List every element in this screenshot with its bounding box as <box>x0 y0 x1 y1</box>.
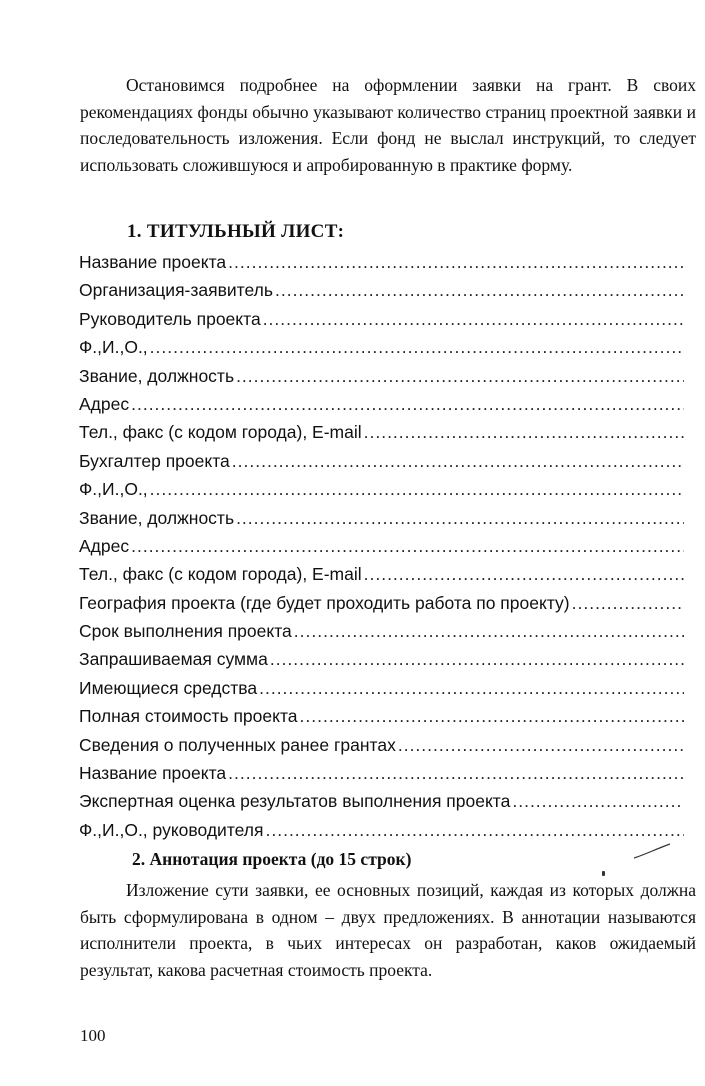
title-page-form-list <box>79 252 684 848</box>
form-field-row <box>79 366 684 394</box>
dotted-leader <box>150 337 684 358</box>
form-field-label: Тел., факс (с кодом города), E-mail <box>79 564 362 585</box>
form-field-label: Организация-заявитель <box>79 280 273 301</box>
form-field-row <box>79 564 684 592</box>
dotted-leader <box>270 649 684 670</box>
form-field-row <box>79 508 684 536</box>
form-field-label: Ф.,И.,О., <box>79 337 148 358</box>
form-field-label: Звание, должность <box>79 365 235 386</box>
dotted-leader <box>398 735 684 756</box>
form-field-label: Руководитель проекта <box>79 308 261 329</box>
dotted-leader <box>259 678 684 699</box>
dotted-leader <box>266 820 685 841</box>
form-field-row <box>79 735 684 763</box>
dotted-leader <box>236 366 684 387</box>
form-field-row <box>79 252 684 280</box>
form-field-label: Адрес <box>79 535 130 556</box>
form-field-row <box>79 337 684 365</box>
form-field-label: Название проекта <box>79 252 227 272</box>
subsection-title-annotation: 2. Аннотация проекта (до 15 строк) <box>132 849 412 869</box>
form-field-row <box>79 678 684 706</box>
form-field-row <box>79 593 684 621</box>
intro-paragraph: Остановимся подробнее на оформлении заявки на грант. В своих рекомендациях фонды обычно указывают количество страниц проектной заявки и последовательность изложения. Если фонд не выслал инструкций, то следует использовать сложившуюся и апробированную в практике форму. <box>80 75 696 175</box>
dotted-leader <box>294 621 684 642</box>
form-field-label: Звание, должность <box>79 507 235 528</box>
dotted-leader <box>572 593 684 614</box>
form-field-label: Экспертная оценка результатов выполнения проекта <box>79 791 511 812</box>
dotted-leader <box>263 309 684 330</box>
form-field-row <box>79 309 684 337</box>
form-field-label: Имеющиеся средства <box>79 677 258 698</box>
dotted-leader <box>512 791 684 812</box>
form-field-label: Запрашиваемая сумма <box>79 649 268 670</box>
form-field-label: Полная стоимость проекта <box>79 706 298 727</box>
form-field-row <box>79 422 684 450</box>
form-field-row <box>79 280 684 308</box>
page-number: 100 <box>80 1026 106 1045</box>
form-field-label: Название проекта <box>79 763 227 784</box>
ink-speck <box>602 871 605 876</box>
form-field-label: Ф.,И.,О., <box>79 479 148 500</box>
form-field-row <box>79 649 684 677</box>
form-field-row <box>79 479 684 507</box>
dotted-leader <box>232 451 684 472</box>
form-field-label: Сведения о полученных ранее грантах <box>79 734 396 755</box>
dotted-leader <box>236 508 684 529</box>
dotted-leader <box>150 479 684 500</box>
dotted-leader <box>275 280 684 301</box>
form-field-row <box>79 451 684 479</box>
dotted-leader <box>228 763 684 784</box>
form-field-label: Ф.,И.,О., руководителя <box>79 819 264 840</box>
form-field-row <box>79 536 684 564</box>
dotted-leader <box>131 394 684 415</box>
pen-stroke-mark <box>632 836 672 862</box>
dotted-leader <box>300 706 684 727</box>
dotted-leader <box>364 564 684 585</box>
form-field-row <box>79 820 684 848</box>
annotation-paragraph: Изложение сути заявки, ее основных позиций, каждая из которых должна быть сформулирована в одном – двух предложениях. В аннотации называются исполнители проекта, в чьих интересах он разработан, каков ожидаемый результат, какова расчетная стоимость проекта. <box>80 880 696 980</box>
form-field-label: Адрес <box>79 393 130 414</box>
form-field-row <box>79 763 684 791</box>
form-field-label: География проекта (где будет проходить работа по проекту) <box>79 592 570 613</box>
form-field-row <box>79 394 684 422</box>
form-field-label: Тел., факс (с кодом города), E-mail <box>79 422 362 443</box>
form-field-label: Срок выполнения проекта <box>79 621 292 642</box>
form-field-row <box>79 706 684 734</box>
form-field-row <box>79 791 684 819</box>
form-field-row <box>79 621 684 649</box>
form-field-label: Бухгалтер проекта <box>79 450 230 471</box>
dotted-leader <box>228 252 684 273</box>
section-title-title-page: 1. ТИТУЛЬНЫЙ ЛИСТ: <box>127 221 345 242</box>
dotted-leader <box>131 536 684 557</box>
dotted-leader <box>364 422 684 443</box>
